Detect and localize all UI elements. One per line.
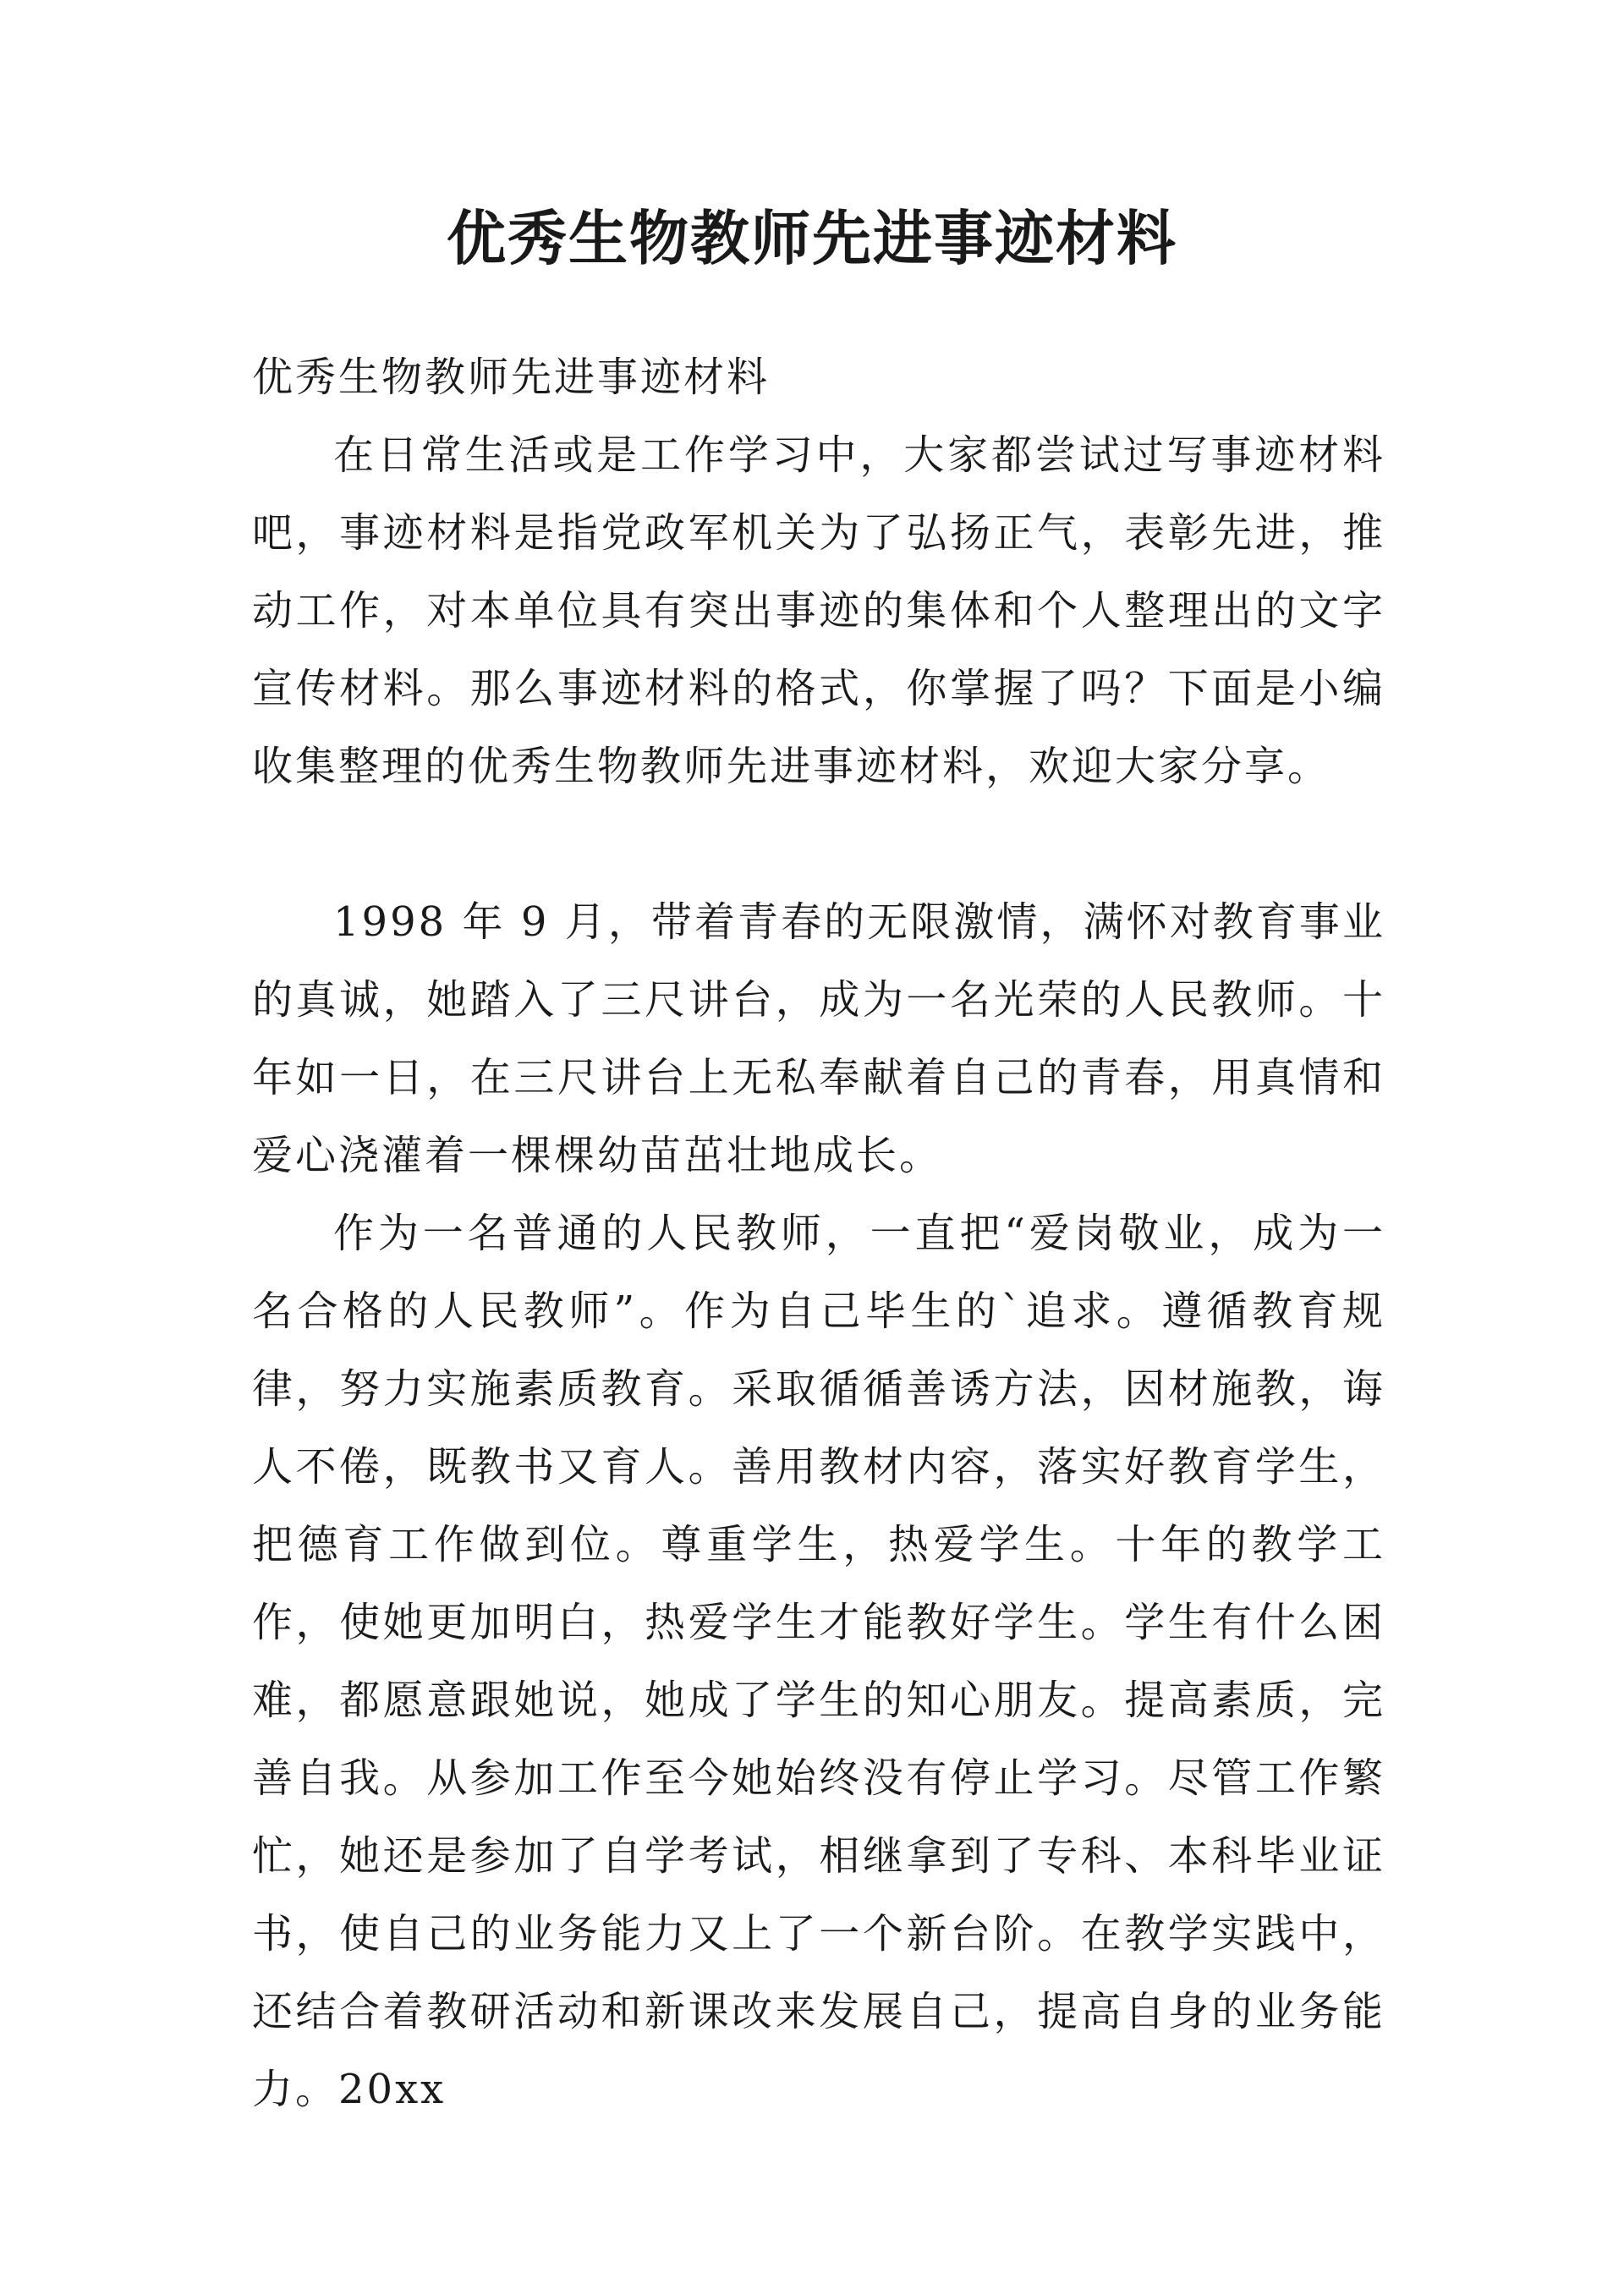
document-subheading: 优秀生物教师先进事迹材料 [252, 354, 771, 401]
intro-paragraph: 在日常生活或是工作学习中，大家都尝试过写事迹材料吧，事迹材料是指党政军机关为了弘扬正气，表彰先进，推动工作，对本单位具有突出事迹的集体和个人整理出的文字宣传材料。那么事迹材料的格式，你掌握了吗？下面是小编收集整理的优秀生物教师先进事迹材料，欢迎大家分享。 [252, 431, 1385, 790]
document-title: 优秀生物教师先进事迹材料 [447, 204, 1177, 273]
paragraph-spacer [252, 805, 1385, 883]
document-body [252, 338, 1385, 2128]
body-paragraph-2: 作为一名普通的人民教师，一直把“爱岗敬业，成为一名合格的人民教师”。作为自己毕生的`追求。遵循教育规律，努力实施素质教育。采取循循善诱方法，因材施教，诲人不倦，既教书又育人。善用教材内容，落实好教育学生，把德育工作做到位。尊重学生，热爱学生。十年的教学工作，使她更加明白，热爱学生才能教好学生。学生有什么困难，都愿意跟她说，她成了学生的知心朋友。提高素质，完善自我。从参加工作至今她始终没有停止学习。尽管工作繁忙，她还是参加了自学考试，相继拿到了专科、本科毕业证书，使自己的业务能力又上了一个新台阶。在教学实践中，还结合着教研活动和新课改来发展自己，提高自身的业务能力。20xx [252, 1210, 1385, 2113]
body-paragraph-1: 1998 年 9 月，带着青春的无限激情，满怀对教育事业的真诚，她踏入了三尺讲台，成为一名光荣的人民教师。十年如一日，在三尺讲台上无私奉献着自己的青春，用真情和爱心浇灌着一棵棵幼苗茁壮地成长。 [252, 898, 1385, 1179]
